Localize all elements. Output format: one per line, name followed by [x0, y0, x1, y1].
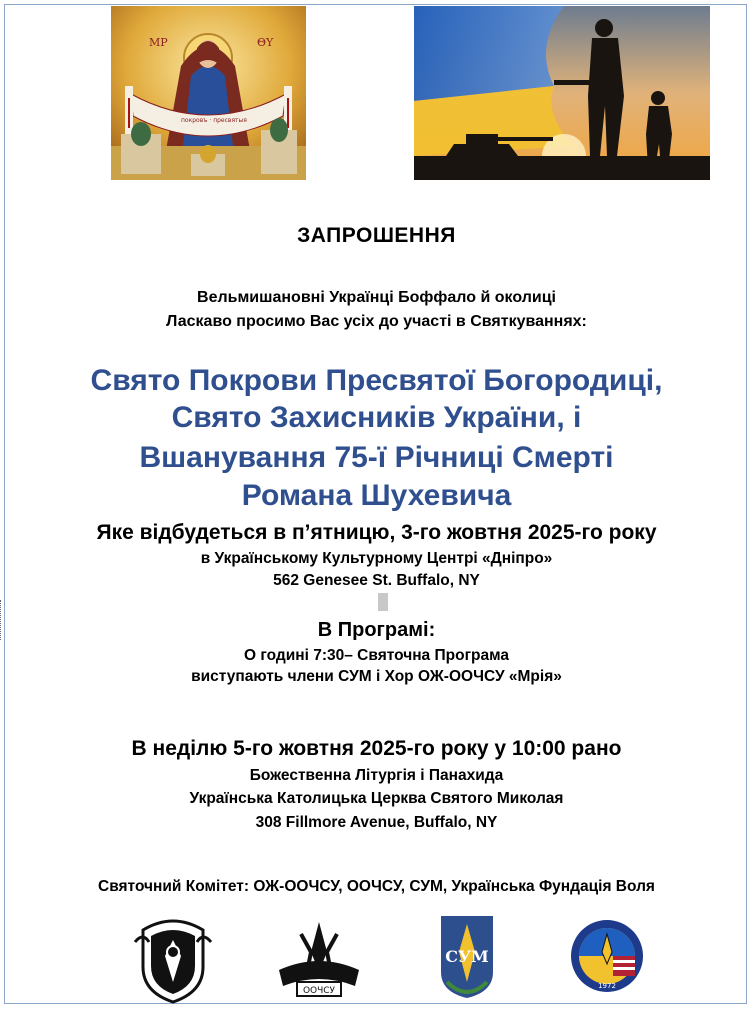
program-line-2: виступають члени СУМ і Хор ОЖ-ООЧСУ «Мрія»: [191, 668, 562, 685]
svg-text:СУМ: СУМ: [445, 947, 489, 966]
headline-line-2: Свято Захисників України, і: [171, 401, 582, 434]
headline-line-4: Романа Шухевича: [241, 479, 512, 512]
ozh-oochsu-logo: [133, 912, 213, 1004]
cursor-marker: [378, 593, 388, 611]
sum-logo: [437, 912, 497, 1004]
oochsu-logo-text: ООЧСУ: [302, 986, 336, 996]
icon-inscription-right: ΘΥ: [257, 36, 274, 49]
defenders-image: [414, 6, 710, 180]
program-line-1: О годині 7:30– Святочна Програма: [244, 647, 509, 664]
headline-line-1: Свято Покрови Пресвятої Богородиці,: [90, 364, 663, 397]
program-heading: В Програмі:: [317, 619, 436, 641]
event1-address: 562 Genesee St. Buffalo, NY: [273, 572, 480, 589]
oochsu-logo: [275, 912, 363, 1004]
svg-text:покровъ · пресвятыя: покровъ · пресвятыя: [181, 117, 247, 124]
ukrainian-fund-volya-logo: [567, 912, 647, 1004]
event2-service: Божественна Літургія і Панахида: [249, 767, 504, 784]
headline-line-3: Вшанування 75-ї Річниці Смерті: [139, 441, 614, 474]
icon-inscription-left: МР: [149, 36, 168, 49]
event2-address: 308 Fillmore Avenue, Buffalo, NY: [255, 814, 498, 831]
pokrova-icon-image: [111, 6, 306, 180]
invitation-title: ЗАПРОШЕННЯ: [297, 224, 456, 247]
event2-church: Українська Католицька Церква Святого Миколая: [189, 790, 564, 807]
event1-venue: в Українському Культурному Центрі «Дніпро»: [200, 550, 553, 567]
committee-line: Святочний Комітет: ОЖ-ООЧСУ, ООЧСУ, СУМ, Українська Фундація Воля: [98, 878, 655, 895]
event2-date: В неділю 5-го жовтня 2025-го року у 10:00 рано: [131, 737, 622, 760]
greeting-line-1: Вельмишановні Українці Боффало й околиці: [197, 289, 556, 306]
fund-logo-year: 1972: [598, 982, 616, 990]
greeting-line-2: Ласкаво просимо Вас усіх до участі в Святкуваннях:: [166, 313, 587, 330]
event1-date: Яке відбудеться в п’ятницю, 3-го жовтня 2025-го року: [96, 521, 657, 544]
